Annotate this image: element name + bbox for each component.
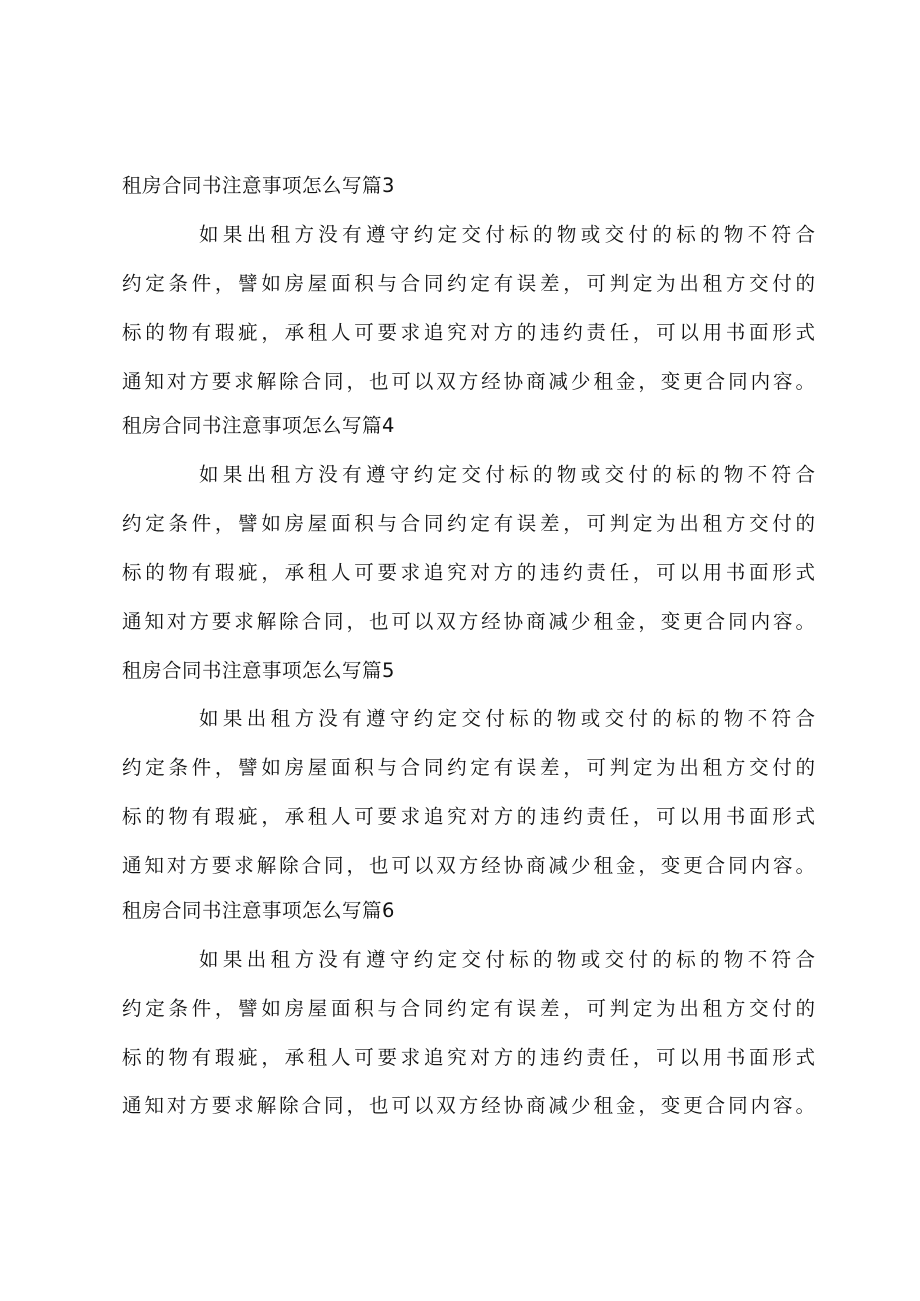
paragraph-line: 约定条件，譬如房屋面积与合同约定有误差，可判定为出租方交付的 bbox=[122, 997, 815, 1020]
section-heading: 租房合同书注意事项怎么写篇5 bbox=[122, 659, 395, 682]
section-heading: 租房合同书注意事项怎么写篇3 bbox=[122, 174, 395, 197]
paragraph-line: 通知对方要求解除合同，也可以双方经协商减少租金，变更合同内容。 bbox=[122, 854, 815, 877]
paragraph-line: 如果出租方没有遵守约定交付标的物或交付的标的物不符合 bbox=[199, 223, 815, 246]
paragraph-line: 标的物有瑕疵，承租人可要求追究对方的违约责任，可以用书面形式 bbox=[122, 561, 815, 584]
paragraph-line: 约定条件，譬如房屋面积与合同约定有误差，可判定为出租方交付的 bbox=[122, 272, 815, 295]
paragraph-line: 如果出租方没有遵守约定交付标的物或交付的标的物不符合 bbox=[199, 707, 815, 730]
paragraph-line: 如果出租方没有遵守约定交付标的物或交付的标的物不符合 bbox=[199, 948, 815, 971]
paragraph-line: 标的物有瑕疵，承租人可要求追究对方的违约责任，可以用书面形式 bbox=[122, 1046, 815, 1069]
paragraph-line: 约定条件，譬如房屋面积与合同约定有误差，可判定为出租方交付的 bbox=[122, 756, 815, 779]
paragraph-line: 约定条件，譬如房屋面积与合同约定有误差，可判定为出租方交付的 bbox=[122, 512, 815, 535]
section-heading: 租房合同书注意事项怎么写篇6 bbox=[122, 899, 395, 922]
paragraph-line: 通知对方要求解除合同，也可以双方经协商减少租金，变更合同内容。 bbox=[122, 1094, 815, 1117]
paragraph-line: 通知对方要求解除合同，也可以双方经协商减少租金，变更合同内容。 bbox=[122, 370, 815, 393]
paragraph-line: 标的物有瑕疵，承租人可要求追究对方的违约责任，可以用书面形式 bbox=[122, 805, 815, 828]
section-heading: 租房合同书注意事项怎么写篇4 bbox=[122, 414, 395, 437]
paragraph-line: 如果出租方没有遵守约定交付标的物或交付的标的物不符合 bbox=[199, 463, 815, 486]
paragraph-line: 标的物有瑕疵，承租人可要求追究对方的违约责任，可以用书面形式 bbox=[122, 321, 815, 344]
paragraph-line: 通知对方要求解除合同，也可以双方经协商减少租金，变更合同内容。 bbox=[122, 610, 815, 633]
